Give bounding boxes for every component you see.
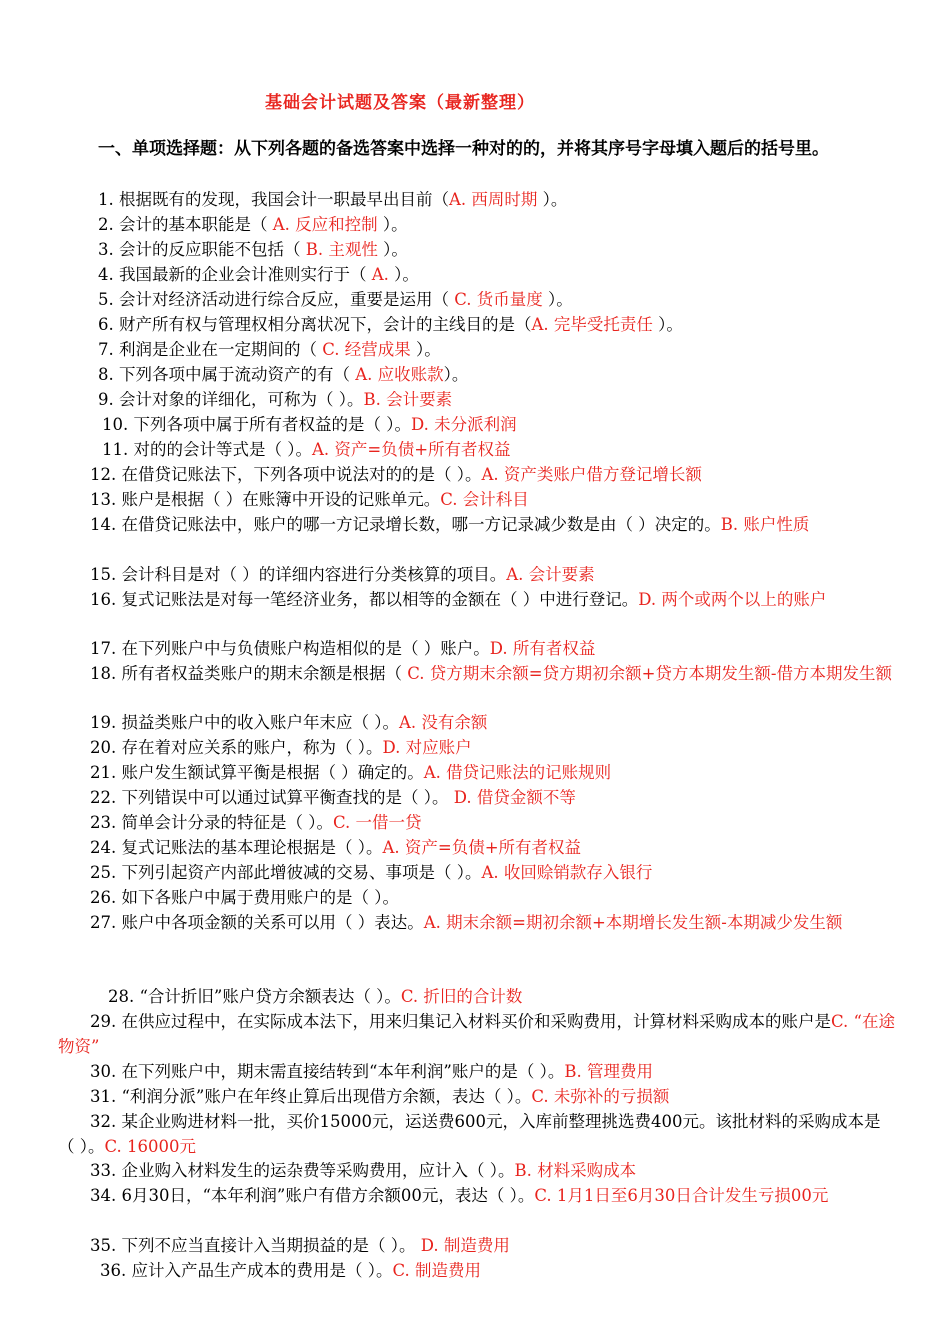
question-number: 31. [90, 1087, 122, 1106]
question-item [58, 1009, 896, 1059]
answer-text: B. 主观性 [305, 240, 378, 259]
answer-text: C. “在途物资” [58, 1012, 895, 1056]
answer-text: A. 期末余额=期初余额+本期增长发生额-本期减少发生额 [423, 913, 843, 932]
question-item [58, 287, 896, 312]
answer-text: C. 制造费用 [392, 1261, 482, 1280]
question-text: 所有者权益类账户的期末余额是根据（ [121, 664, 408, 683]
question-number: 13. [90, 490, 122, 509]
question-number: 7. [98, 340, 119, 359]
question-number: 25. [90, 863, 122, 882]
question-number: 30. [90, 1062, 122, 1081]
question-item [58, 810, 896, 835]
question-text: 企业购入材料发生的运杂费等采购费用，应计入（ ）。 [121, 1161, 515, 1180]
question-text-tail: ）。 [377, 215, 408, 234]
question-number: 2. [98, 215, 119, 234]
question-item [58, 212, 896, 237]
question-text: 下列不应当直接计入当期损益的是（ ）。 [121, 1236, 421, 1255]
question-item [58, 785, 896, 810]
question-text: 我国最新的企业会计准则实行于（ [119, 265, 372, 284]
section-heading-text: 一、单项选择题：从下列各题的备选答案中选择一种对的的，并将其序号字母填入题后的括号里。 [98, 139, 829, 159]
question-text: 损益类账户中的收入账户年末应（ ）。 [121, 713, 399, 732]
question-text: 会计科目是对（ ）的详细内容进行分类核算的项目。 [121, 565, 507, 584]
question-item [58, 661, 896, 686]
question-item [58, 337, 896, 362]
question-text: “利润分派”账户在年终止算后出现借方余额，表达（ ）。 [121, 1087, 532, 1106]
question-number: 20. [90, 738, 122, 757]
question-item [58, 412, 896, 437]
question-item [58, 636, 896, 661]
question-text-tail: ）。 [537, 190, 568, 209]
question-number: 5. [98, 290, 119, 309]
question-number: 27. [90, 913, 122, 932]
question-number: 8. [98, 365, 119, 384]
question-number: 28. [108, 987, 140, 1006]
question-text: 会计对象的详细化，可称为（ ）。 [119, 390, 364, 409]
question-text: “合计折旧”账户贷方余额表达（ ）。 [139, 987, 401, 1006]
answer-text: A. 西周时期 [449, 190, 538, 209]
question-text-tail: ）。 [377, 240, 408, 259]
question-text: 如下各账户中属于费用账户的是（ ）。 [121, 888, 399, 907]
question-text: 6月30日，“本年利润”账户有借方余额00元，表达（ ）。 [121, 1186, 535, 1205]
answer-text: A. 没有余额 [399, 713, 488, 732]
question-item [58, 1059, 896, 1084]
answer-text: A. 资产类账户借方登记增长额 [481, 465, 702, 484]
answer-text: C. 1月1日至6月30日合计发生亏损00元 [534, 1186, 829, 1205]
question-number: 32. [90, 1112, 122, 1131]
question-number: 16. [90, 590, 122, 609]
answer-text: C. 货币量度 [454, 290, 543, 309]
answer-text: C. 经营成果 [322, 340, 411, 359]
question-number: 21. [90, 763, 122, 782]
question-text: 根据既有的发现，我国会计一职最早出目前（ [119, 190, 449, 209]
question-item [58, 462, 896, 487]
question-number: 34. [90, 1186, 122, 1205]
question-item [58, 587, 896, 612]
question-text: 会计的基本职能是（ [119, 215, 273, 234]
question-text: 账户中各项金额的关系可以用（ ）表达。 [121, 913, 424, 932]
question-item [58, 885, 896, 910]
answer-text: C. 未弥补的亏损额 [531, 1087, 670, 1106]
question-number: 10. [102, 415, 134, 434]
question-item [58, 735, 896, 760]
answer-text: C. 贷方期末余额=贷方期初余额+贷方本期发生额-借方本期发生额 [407, 664, 893, 683]
question-item [58, 1084, 896, 1109]
answer-text: B. 账户性质 [720, 515, 810, 534]
question-text: 利润是企业在一定期间的（ [119, 340, 323, 359]
question-text-tail: ）。 [388, 265, 419, 284]
section-heading [58, 136, 898, 162]
question-number: 17. [90, 639, 122, 658]
answer-text: B. 会计要素 [363, 390, 453, 409]
question-number: 29. [90, 1012, 122, 1031]
answer-text: A. 会计要素 [506, 565, 595, 584]
question-item [58, 910, 896, 935]
answer-text: A. 应收账款 [355, 365, 444, 384]
question-text: 下列引起资产内部此增彼减的交易、事项是（ ）。 [121, 863, 482, 882]
question-text: 在借贷记账法下，下列各项中说法对的的是（ ）。 [121, 465, 482, 484]
question-text: 在供应过程中，在实际成本法下，用来归集记入材料买价和采购费用，计算材料采购成本的账户是 [121, 1012, 831, 1031]
question-item [58, 984, 896, 1009]
question-number: 33. [90, 1161, 122, 1180]
question-text: 下列各项中属于所有者权益的是（ ）。 [133, 415, 411, 434]
answer-text: A. 资产=负债+所有者权益 [382, 838, 582, 857]
question-item [58, 437, 896, 462]
answer-text: B. 材料采购成本 [514, 1161, 637, 1180]
question-text: 在下列账户中，期末需直接结转到“本年利润”账户的是（ ）。 [121, 1062, 565, 1081]
answer-text: D. 制造费用 [420, 1236, 510, 1255]
question-item [58, 1258, 896, 1283]
question-text: 在下列账户中与负债账户构造相似的是（ ）账户。 [121, 639, 490, 658]
question-number: 12. [90, 465, 122, 484]
question-item [58, 835, 896, 860]
question-item [58, 1233, 896, 1258]
question-text: 会计的反应职能不包括（ [119, 240, 306, 259]
question-number: 35. [90, 1236, 122, 1255]
question-text: 下列错误中可以通过试算平衡查找的是（ ）。 [121, 788, 454, 807]
question-number: 15. [90, 565, 122, 584]
question-number: 3. [98, 240, 119, 259]
question-item [58, 237, 896, 262]
question-number: 24. [90, 838, 122, 857]
question-number: 36. [100, 1261, 132, 1280]
question-text-tail: ）。 [443, 365, 469, 384]
question-text: 在借贷记账法中，账户的哪一方记录增长数，哪一方记录减少数是由（ ）决定的。 [121, 515, 721, 534]
answer-text: A. 借贷记账法的记账规则 [423, 763, 612, 782]
answer-text: C. 16000元 [104, 1137, 197, 1156]
question-text: 存在着对应关系的账户，称为（ ）。 [121, 738, 383, 757]
question-number: 14. [90, 515, 122, 534]
question-item [58, 1183, 896, 1208]
question-text: 对的的会计等式是（ ）。 [133, 440, 312, 459]
question-number: 26. [90, 888, 122, 907]
answer-text: A. 完毕受托责任 [531, 315, 653, 334]
answer-text: D. 所有者权益 [489, 639, 596, 658]
question-text: 简单会计分录的特征是（ ）。 [121, 813, 333, 832]
answer-text: D. 未分派利润 [411, 415, 517, 434]
answer-text: A. [371, 265, 389, 284]
question-number: 19. [90, 713, 122, 732]
question-text: 会计对经济活动进行综合反应，重要是运用（ [119, 290, 455, 309]
question-number: 1. [98, 190, 119, 209]
question-item [58, 262, 896, 287]
question-text: 财产所有权与管理权相分离状况下，会计的主线目的是（ [119, 315, 532, 334]
question-item [58, 512, 896, 537]
answer-text: A. 收回赊销款存入银行 [481, 863, 653, 882]
question-number: 6. [98, 315, 119, 334]
answer-text: C. 一借一贷 [333, 813, 422, 832]
answer-text: D. 对应账户 [382, 738, 472, 757]
question-item [58, 760, 896, 785]
question-item [58, 562, 896, 587]
question-number: 4. [98, 265, 119, 284]
question-number: 11. [102, 440, 134, 459]
question-number: 18. [90, 664, 122, 683]
question-item [58, 860, 896, 885]
question-number: 23. [90, 813, 122, 832]
question-item [58, 312, 896, 337]
question-item [58, 487, 896, 512]
answer-text: D. 借贷金额不等 [453, 788, 576, 807]
question-text: 某企业购进材料一批，买价15000元，运送费600元，入库前整理挑选费400元。该批材料的采购成本是（ ）。 [58, 1112, 881, 1156]
question-text-tail: ）。 [652, 315, 683, 334]
answer-text: D. 两个或两个以上的账户 [638, 590, 827, 609]
question-text: 复式记账法的基本理论根据是（ ）。 [121, 838, 383, 857]
question-number: 9. [98, 390, 119, 409]
question-item [58, 1109, 896, 1159]
answer-text: C. 会计科目 [440, 490, 529, 509]
question-text: 账户是根据（ ）在账簿中开设的记账单元。 [121, 490, 441, 509]
answer-text: C. 折旧的合计数 [400, 987, 523, 1006]
question-text: 应计入产品生产成本的费用是（ ）。 [131, 1261, 393, 1280]
answer-text: A. 反应和控制 [272, 215, 378, 234]
question-item [58, 1158, 896, 1183]
question-text-tail: ）。 [542, 290, 573, 309]
answer-text: B. 管理费用 [564, 1062, 653, 1081]
question-text: 下列各项中属于流动资产的有（ [119, 365, 356, 384]
question-text-tail: ）。 [410, 340, 441, 359]
document-title: 基础会计试题及答案（最新整理） [265, 93, 535, 113]
question-text: 账户发生额试算平衡是根据（ ）确定的。 [121, 763, 424, 782]
question-text: 复式记账法是对每一笔经济业务，都以相等的金额在（ ）中进行登记。 [121, 590, 639, 609]
question-item [58, 187, 896, 212]
question-item [58, 387, 896, 412]
question-item [58, 710, 896, 735]
question-item [58, 362, 896, 387]
question-number: 22. [90, 788, 122, 807]
answer-text: A. 资产=负债+所有者权益 [312, 440, 511, 459]
